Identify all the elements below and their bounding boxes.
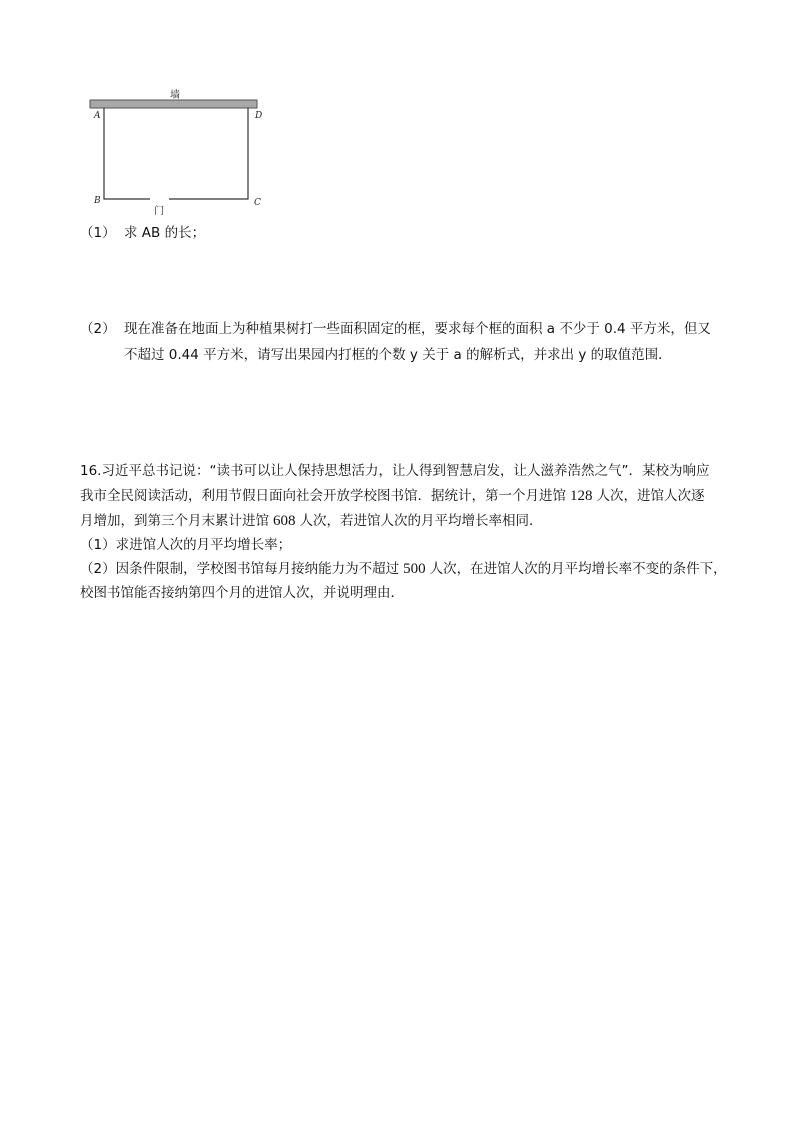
point-c-label: C: [254, 198, 261, 208]
point-b-label: B: [94, 196, 101, 206]
rectangle-figure: [86, 84, 266, 217]
rectangle-diagram: [86, 84, 266, 214]
q15-part1: [80, 224, 205, 242]
q16-cumulative-visits: 608: [273, 513, 296, 529]
q15-part2-line1: [80, 320, 711, 338]
side-ab-bc-left: [104, 108, 150, 199]
q15-part2-text1: 现在准备在地面上为种植果树打一些面积固定的框，要求每个框的面积 a 不少于 0.4 平方米，但又: [124, 321, 711, 337]
q16-line3: [80, 512, 543, 530]
point-d-label: D: [255, 111, 263, 121]
q16-part2-text-b: 人次，在进馆人次的月平均增长率不变的条件下，: [429, 561, 727, 577]
q16-line2-text-a: 我市全民阅读活动，利用节假日面向社会开放学校图书馆．据统计，第一个月进馆: [80, 488, 566, 504]
q15-part1-text: 求 AB 的长；: [124, 225, 206, 241]
side-bc-right-cd: [169, 108, 248, 199]
q16-visits-first-month: 128: [570, 488, 593, 504]
q15-part1-number: （1）: [80, 225, 116, 241]
q16-part1: （1）求进馆人次的月平均增长率；: [80, 537, 292, 553]
q16-line3-text-a: 月增加，到第三个月末累计进馆: [80, 513, 269, 529]
q16-line2-text-b: 人次，进馆人次逐: [596, 488, 705, 504]
wall-bar: [90, 100, 257, 108]
point-a-label: A: [94, 111, 101, 121]
q16-capacity: 500: [403, 561, 426, 577]
q15-part2-number: （2）: [80, 321, 116, 337]
wall-label: 墙: [170, 90, 180, 101]
q16-part2-text-a: （2）因条件限制，学校图书馆每月接纳能力为不超过: [80, 561, 400, 577]
q16-line1: 16.习近平总书记说：“读书可以让人保持思想活力，让人得到智慧启发，让人滋养浩然之气”．某校为响应: [80, 463, 710, 479]
q16-part2-line2: 校图书馆能否接纳第四个月的进馆人次，并说明理由．: [80, 585, 404, 601]
q15-part2-line2: 不超过 0.44 平方米，请写出果园内打框的个数 y 关于 a 的解析式，并求出 y 的取值范围．: [124, 347, 672, 363]
q16-part2-line1: [80, 560, 727, 578]
q16-line3-text-b: 人次，若进馆人次的月平均增长率相同．: [299, 513, 543, 529]
q16-line2: [80, 487, 705, 505]
door-label: 门: [154, 206, 164, 217]
